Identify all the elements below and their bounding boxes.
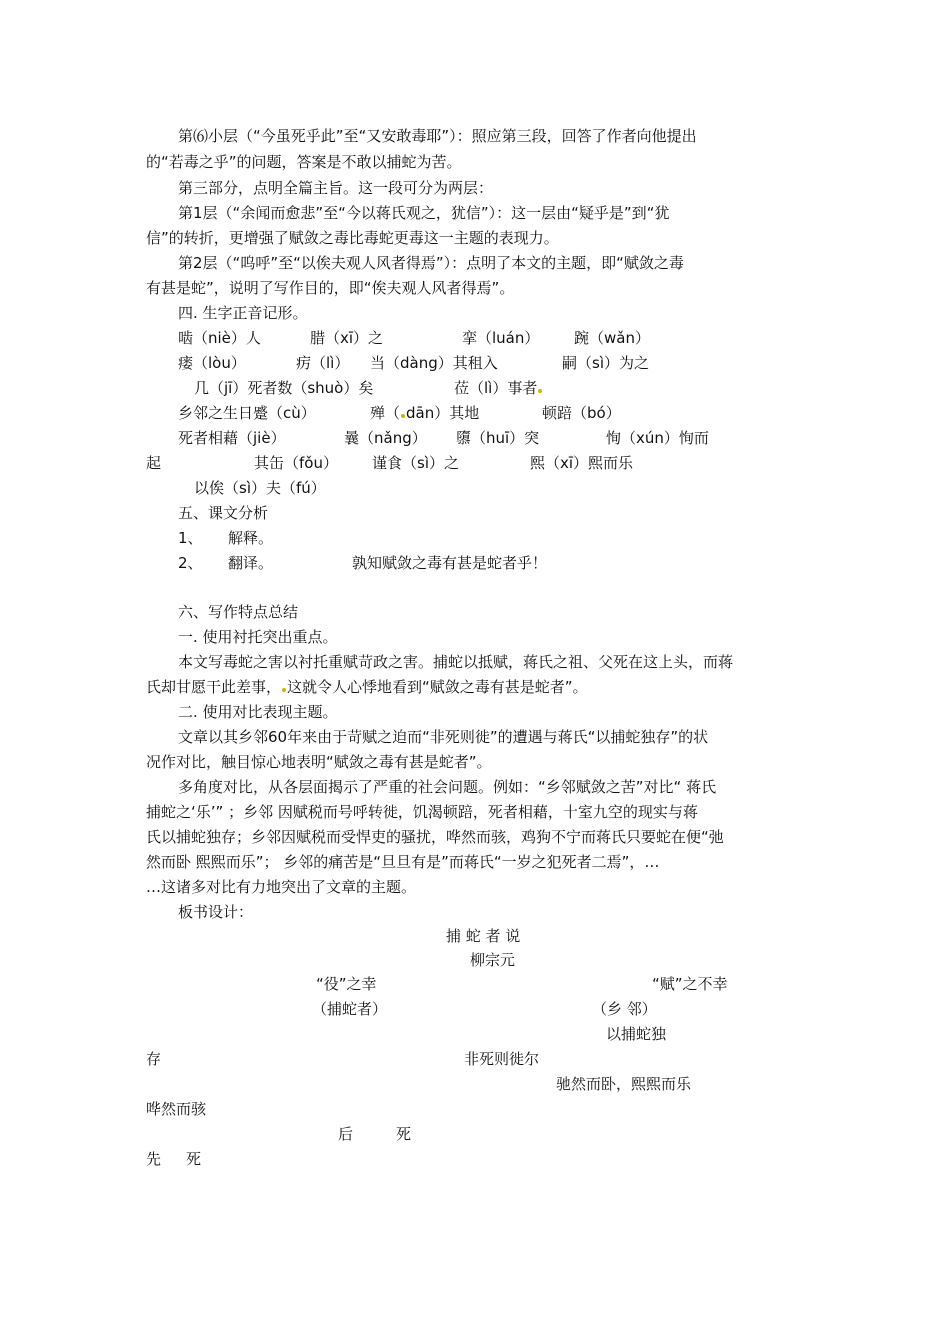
board-right-heading: “赋”之不幸 [652, 975, 728, 993]
para-line: 况作对比，触目惊心地表明“赋敛之毒有甚是蛇者”。 [146, 753, 492, 771]
section-heading: 五、课文分析 [178, 504, 269, 522]
pinyin-entry: 谨食（sì）之 [372, 454, 459, 472]
para-line: 多角度对比，从各层面揭示了严重的社会问题。例如：“乡邻赋敛之苦”对比“ 蒋氏 [178, 778, 717, 796]
pinyin-entry [370, 403, 479, 423]
sub-heading: 一. 使用衬托突出重点。 [178, 628, 338, 646]
para-line: 第1层（“余闻而愈悲”至“今以蒋氏观之，犹信”）：这一层由“疑乎是”到“犹 [178, 204, 670, 222]
para-line: 然而卧 熙熙而乐”； 乡邻的痛苦是“旦旦有是”而蒋氏“一岁之犯死者二焉”，… [146, 853, 660, 871]
board-text: 死 [396, 1125, 412, 1143]
pinyin-entry: 嗣（sì）为之 [562, 354, 649, 372]
board-left-sub: （捕蛇者） [312, 1000, 388, 1018]
pinyin-entry: 啮（niè）人 [178, 329, 261, 347]
pinyin-text: dān）其地 [406, 404, 480, 422]
para-line: 的“若毒之乎”的问题，答案是不敢以捕蛇为苦。 [146, 153, 462, 171]
para-line: 捕蛇之‘乐’” ；乡邻 因赋税而号呼转徙，饥渴顿踣，死者相藉，十室九空的现实与蒋 [146, 803, 698, 821]
para-line: 文章以其乡邻60年来由于苛赋之迫而“非死则徙”的遭遇与蒋氏“以捕蛇独存”的状 [178, 728, 709, 746]
board-text: 存 [146, 1050, 162, 1068]
pinyin-entry: 起 [146, 454, 162, 472]
translation-sentence: 孰知赋敛之毒有甚是蛇者乎！ [352, 554, 548, 572]
section-heading: 六、写作特点总结 [178, 603, 299, 621]
para-line: 信”的转折，更增强了赋敛之毒比毒蛇更毒这一主题的表现力。 [146, 229, 559, 247]
list-number: 1、 [178, 529, 203, 547]
section-heading: 第三部分，点明全篇主旨。这一段可分为两层： [178, 179, 494, 197]
pinyin-entry: 乡邻之生日蹙（cù） [178, 404, 316, 422]
para-line: 第2层（“呜呼”至“以俟夫观人风者得焉”）：点明了本文的主题，即“赋敛之毒 [178, 254, 684, 272]
board-text: 先 [146, 1150, 162, 1168]
board-text: 驰然而卧，熙熙而乐 [556, 1075, 692, 1093]
para-line: 第⑹小层（“今虽死乎此”至“又安敢毒耶”）：照应第三段，回答了作者向他提出 [178, 127, 697, 145]
para-line: 氏以捕蛇独存；乡邻因赋税而受悍吏的骚扰，哗然而骇，鸡狗不宁而蒋氏只要蛇在便“弛 [146, 828, 724, 846]
pinyin-entry: 顿踣（bó） [542, 404, 621, 422]
pinyin-entry: 当（dàng）其租入 [370, 354, 498, 372]
board-text: 后 [338, 1125, 354, 1143]
list-number: 2、 [178, 554, 203, 572]
para-line: …这诸多对比有力地突出了文章的主题。 [146, 878, 417, 896]
board-title: 捕 蛇 者 说 [446, 927, 521, 945]
pinyin-entry: 熙（xī）熙而乐 [530, 454, 634, 472]
para-text: 氏却甘愿干此差事， [146, 678, 282, 696]
para-line [146, 677, 588, 697]
pinyin-entry: 死者相藉（jiè） [178, 429, 286, 447]
board-text: 哗然而骇 [146, 1100, 207, 1118]
pinyin-entry: 隳（huī）突 [456, 429, 540, 447]
board-text: 以捕蛇独 [606, 1025, 667, 1043]
mark-dot [538, 389, 542, 393]
pinyin-entry: 疠（lì） [296, 354, 350, 372]
sub-heading: 二. 使用对比表现主题。 [178, 703, 338, 721]
pinyin-text: 殚（ [370, 404, 401, 422]
board-author: 柳宗元 [470, 951, 516, 969]
board-label: 板书设计： [178, 903, 254, 921]
pinyin-entry: 以俟（sì）夫（fú） [194, 479, 326, 497]
pinyin-entry [454, 378, 543, 398]
board-text: 死 [186, 1150, 202, 1168]
board-text: 非死则徙尔 [464, 1050, 540, 1068]
pinyin-entry: 挛（luán） [462, 329, 540, 347]
pinyin-text: 莅（lì）事者 [454, 379, 538, 397]
pinyin-entry: 其缶（fǒu） [254, 454, 338, 472]
pinyin-entry: 曩（nǎng） [344, 429, 427, 447]
list-item-text: 解释。 [228, 529, 274, 547]
mark-dot [282, 688, 286, 692]
mark-dot [401, 414, 405, 418]
para-line: 本文写毒蛇之害以衬托重赋苛政之害。捕蛇以抵赋，蒋氏之祖、父死在这上头，而蒋 [178, 653, 734, 671]
section-heading: 四. 生字正音记形。 [178, 304, 308, 322]
board-left-heading: “役”之幸 [316, 975, 377, 993]
pinyin-entry: 几（jī）死者数（shuò）矣 [194, 379, 374, 397]
pinyin-entry: 腊（xī）之 [310, 329, 384, 347]
para-text: 这就令人心悸地看到“赋敛之毒有甚是蛇者”。 [287, 678, 588, 696]
para-line: 有甚是蛇”，说明了写作目的，即“俟夫观人风者得焉”。 [146, 279, 515, 297]
pinyin-entry: 踠（wǎn） [574, 329, 650, 347]
pinyin-entry: 瘘（lòu） [178, 354, 246, 372]
board-right-sub: （乡 邻） [592, 1000, 657, 1018]
pinyin-entry: 恂（xún）恂而 [606, 429, 709, 447]
list-item-text: 翻译。 [228, 554, 274, 572]
